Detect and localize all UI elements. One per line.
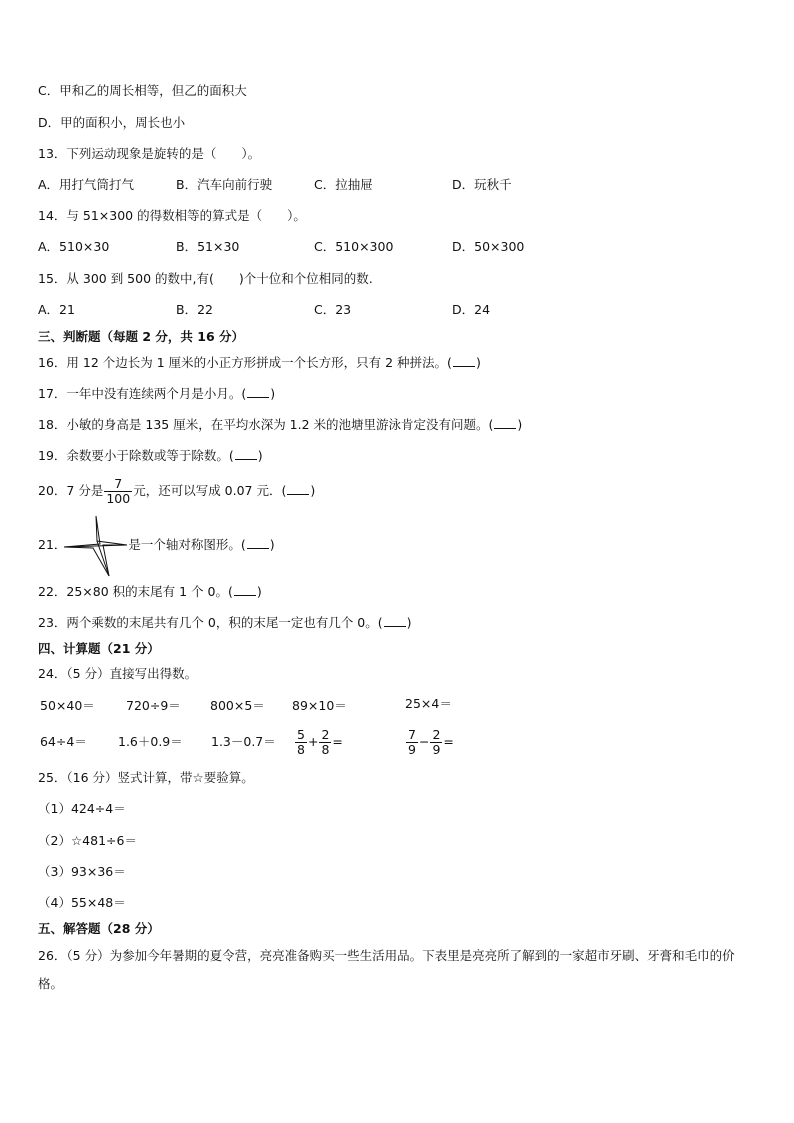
q23 [38,614,412,632]
fraction [104,477,132,506]
q18-text: 18．小敏的身高是 135 厘米，在平均水深为 1.2 米的池塘里游泳肯定没有问题。( [38,417,494,432]
equals-sign: = [443,734,454,749]
q13-stem: 13．下列运动现象是旋转的是（ ）。 [38,146,261,161]
fraction-numerator: 7 [408,727,416,742]
q12-option-c: C．甲和乙的周长相等，但乙的面积大 [38,83,247,98]
fraction-denominator: 9 [408,742,416,757]
q20-end: ) [310,483,316,498]
answer-blank[interactable] [234,583,256,596]
answer-blank[interactable] [247,536,269,549]
q23-end: ) [406,615,412,630]
q21-end: ) [269,537,275,552]
calc-item: 50×40＝ [40,698,95,713]
q24-stem: 24．（5 分）直接写出得数。 [38,666,198,681]
calc-item: 720÷9＝ [126,698,181,713]
fraction [430,728,442,757]
fraction-numerator: 7 [104,477,132,492]
q19 [38,447,263,465]
operator: + [307,734,319,749]
calc-item: 1.6＋0.9＝ [118,734,183,749]
q17-end: ) [270,386,276,401]
q20-pre: 20．7 分是 [38,483,104,498]
answer-blank[interactable] [384,614,406,627]
fraction-numerator: 2 [321,727,330,742]
fraction-numerator: 2 [432,727,441,742]
equals-sign: = [332,734,343,749]
q25-item-1: （1）424÷4＝ [38,801,126,816]
fraction [319,728,331,757]
q15-option-b: B．22 [176,302,213,317]
q19-end: ) [257,448,263,463]
answer-blank[interactable] [453,354,475,367]
calc-item: 1.3－0.7＝ [211,734,276,749]
calc-item: 25×4＝ [405,696,452,711]
q20-post: 元，还可以写成 0.07 元．( [133,483,287,498]
answer-blank[interactable] [235,447,257,460]
q22-end: ) [256,584,262,599]
q13-option-b: B．汽车向前行驶 [176,177,273,192]
q21-pre: 21． [38,537,67,552]
q19-text: 19．余数要小于除数或等于除数。( [38,448,234,463]
fraction [295,728,307,757]
fraction-denominator: 100 [106,491,131,506]
fraction [406,728,418,757]
q17-text: 17．一年中没有连续两个月是小月。( [38,386,247,401]
q18 [38,416,522,434]
q18-end: ) [517,417,523,432]
pinwheel-figure [64,514,128,578]
q15-option-a: A．21 [38,302,75,317]
q16-text: 16．用 12 个边长为 1 厘米的小正方形拼成一个长方形，只有 2 种拼法。( [38,355,452,370]
fraction-expression [294,722,343,762]
fraction-denominator: 8 [321,742,330,757]
fraction-numerator: 5 [297,727,305,742]
q15-option-c: C．23 [314,302,352,317]
q12-option-d: D．甲的面积小，周长也小 [38,115,186,130]
answer-blank[interactable] [247,385,269,398]
q14-option-b: B．51×30 [176,239,240,254]
q25-item-4: （4）55×48＝ [38,895,126,910]
calc-item: 89×10＝ [292,698,347,713]
q16-end: ) [475,355,481,370]
q26-text: 26．（5 分）为参加今年暑期的夏令营，亮亮准备购买一些生活用品。下表里是亮亮所了解到的一家超市牙刷、牙膏和毛巾的价格。 [38,948,735,991]
operator: − [418,734,430,749]
calc-item: 64÷4＝ [40,734,87,749]
q13-option-a: A．用打气筒打气 [38,177,135,192]
q13-option-d: D．玩秋千 [452,177,512,192]
answer-blank[interactable] [494,416,516,429]
q13-option-c: C．拉抽屉 [314,177,373,192]
fraction-expression [405,722,454,762]
q15-stem: 15．从 300 到 500 的数中,有( )个十位和个位相同的数. [38,271,373,286]
calc-item: 800×5＝ [210,698,265,713]
q14-stem: 14．与 51×300 的得数相等的算式是（ ）。 [38,208,306,223]
q14-option-d: D．50×300 [452,239,525,254]
section-3-title: 三、判断题（每题 2 分，共 16 分） [38,329,245,344]
q15-option-d: D．24 [452,302,491,317]
q25-item-2: （2）☆481÷6＝ [38,833,137,848]
q17 [38,385,275,403]
q25-stem: 25．（16 分）竖式计算，带☆要验算。 [38,770,254,785]
fraction-denominator: 9 [432,742,441,757]
q21-post: 是一个轴对称图形。( [128,537,246,552]
q16 [38,354,481,372]
section-4-title: 四、计算题（21 分） [38,641,160,656]
q22 [38,583,262,601]
q23-text: 23．两个乘数的末尾共有几个 0，积的末尾一定也有几个 0。( [38,615,383,630]
fraction-denominator: 8 [297,742,305,757]
q14-option-a: A．510×30 [38,239,110,254]
q20 [38,476,315,506]
q25-item-3: （3）93×36＝ [38,864,126,879]
q22-text: 22．25×80 积的末尾有 1 个 0。( [38,584,233,599]
q14-option-c: C．510×300 [314,239,394,254]
answer-blank[interactable] [287,482,309,495]
section-5-title: 五、解答题（28 分） [38,921,160,936]
